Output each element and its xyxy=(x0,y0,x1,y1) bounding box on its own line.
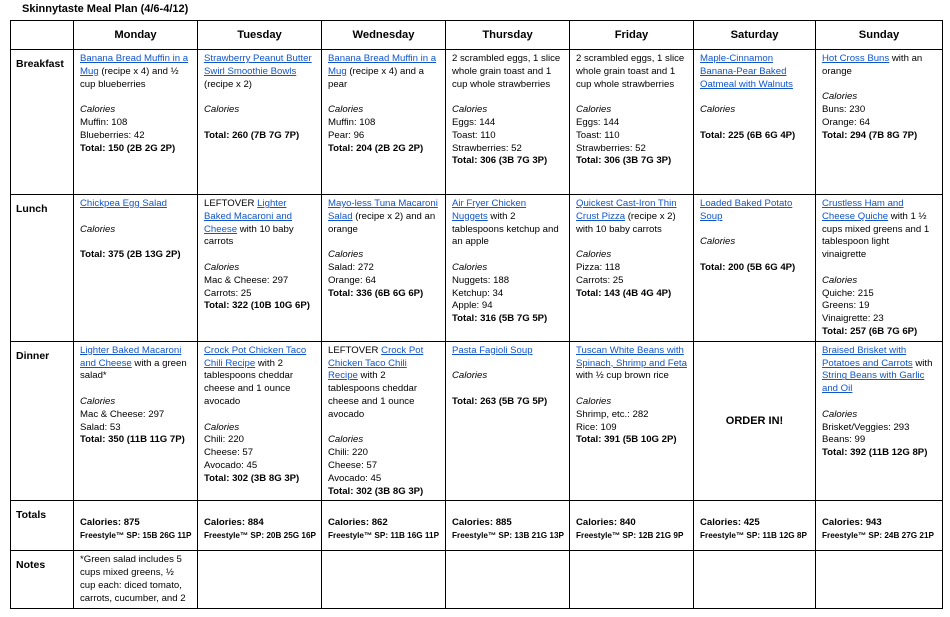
spacer xyxy=(576,236,687,249)
calories-label: Calories xyxy=(700,236,736,248)
meal-plan-table xyxy=(10,20,943,609)
meal-text: (recipe x 4) and ½ cup blueberries xyxy=(80,65,179,90)
calorie-item: Rice: 109 xyxy=(576,421,617,433)
totals-cell xyxy=(816,501,943,551)
calories-label: Calories xyxy=(204,104,240,116)
notes-cell xyxy=(446,551,570,608)
totals-cell xyxy=(694,501,816,551)
meal-cell xyxy=(694,341,816,501)
spacer xyxy=(328,91,439,104)
meal-total: Total: 143 (4B 4G 4P) xyxy=(576,287,672,299)
recipe-link[interactable]: Loaded Baked Potato Soup xyxy=(700,198,793,222)
meal-cell xyxy=(816,341,943,501)
notes-cell xyxy=(322,551,446,608)
meal-cell xyxy=(816,195,943,342)
meal-cell xyxy=(198,195,322,342)
calorie-item: Buns: 230 xyxy=(822,104,866,116)
freestyle-points: Freestyle™ SP: 15B 26G 11P xyxy=(80,531,192,541)
spacer xyxy=(700,117,809,130)
recipe-link[interactable]: Crock Pot Chicken Taco Chili Recipe xyxy=(328,344,424,382)
meal-total: Total: 392 (11B 12G 8P) xyxy=(822,447,928,459)
daily-calories: Calories: 943 xyxy=(822,517,882,529)
calorie-item: Salad: 272 xyxy=(328,261,374,273)
day-header: Monday xyxy=(74,21,198,50)
breakfast-row xyxy=(11,50,943,195)
calorie-item: Mac & Cheese: 297 xyxy=(80,408,165,420)
leftover-label: LEFTOVER xyxy=(328,344,382,356)
meal-total: Total: 391 (5B 10G 2P) xyxy=(576,434,677,446)
day-header: Wednesday xyxy=(322,21,446,50)
totals-block xyxy=(80,504,191,543)
daily-calories: Calories: 875 xyxy=(80,517,140,529)
freestyle-points: Freestyle™ SP: 13B 21G 13P xyxy=(452,531,564,541)
daily-calories: Calories: 840 xyxy=(576,517,636,529)
row-label-dinner: Dinner xyxy=(11,341,74,501)
meal-cell xyxy=(816,50,943,195)
recipe-link[interactable]: Quickest Cast-Iron Thin Crust Pizza xyxy=(576,198,677,222)
calorie-item: Eggs: 144 xyxy=(452,116,496,128)
calories-label: Calories xyxy=(576,104,612,116)
meal-text: with 2 tablespoons ketchup and an apple xyxy=(452,210,559,248)
row-label-notes: Notes xyxy=(11,551,74,608)
calories-label: Calories xyxy=(700,104,736,116)
dinner-row xyxy=(11,341,943,501)
calorie-item: Chili: 220 xyxy=(204,434,244,446)
notes-cell xyxy=(816,551,943,608)
daily-calories: Calories: 862 xyxy=(328,517,388,529)
meal-description xyxy=(80,345,191,383)
meal-cell xyxy=(198,50,322,195)
meal-description xyxy=(822,198,936,262)
totals-block xyxy=(822,504,936,543)
meal-total: Total: 306 (3B 7G 3P) xyxy=(576,155,672,167)
recipe-link[interactable]: Strawberry Peanut Butter Swirl Smoothie Bowls xyxy=(204,53,312,77)
recipe-link[interactable]: Mayo-less Tuna Macaroni Salad xyxy=(328,198,438,222)
meal-total: Total: 336 (6B 6G 6P) xyxy=(328,287,424,299)
meal-description xyxy=(576,345,687,383)
meal-text: with 2 tablespoons cheddar cheese and 1 ounce avocado xyxy=(204,357,294,407)
meal-cell xyxy=(570,50,694,195)
leftover-label: LEFTOVER xyxy=(204,198,258,209)
spacer xyxy=(452,249,563,262)
calorie-item: Nuggets: 188 xyxy=(452,274,510,286)
calorie-item: Strawberries: 52 xyxy=(452,142,522,154)
meal-total: Total: 257 (6B 7G 6P) xyxy=(822,325,918,337)
calories-label: Calories xyxy=(328,249,364,261)
meal-text: 2 scrambled eggs, 1 slice whole grain toast and 1 cup whole strawberries xyxy=(576,53,685,90)
meal-cell xyxy=(446,195,570,342)
notes-cell xyxy=(198,551,322,608)
spacer xyxy=(822,262,936,275)
meal-description xyxy=(80,53,191,91)
calorie-item: Pear: 96 xyxy=(328,129,365,141)
totals-cell xyxy=(446,501,570,551)
meal-total: Total: 350 (11B 11G 7P) xyxy=(80,434,185,446)
notes-cell xyxy=(694,551,816,608)
recipe-link[interactable]: Maple-Cinnamon Banana-Pear Baked Oatmeal with Walnuts xyxy=(700,53,793,90)
spacer xyxy=(328,236,439,249)
calorie-item: Toast: 110 xyxy=(576,129,620,141)
freestyle-points: Freestyle™ SP: 11B 12G 8P xyxy=(700,531,807,541)
meal-cell xyxy=(74,50,198,195)
spacer xyxy=(452,383,563,396)
calorie-item: Beans: 99 xyxy=(822,434,866,446)
spacer xyxy=(452,91,563,104)
meal-cell xyxy=(694,50,816,195)
meal-total: Total: 316 (5B 7G 5P) xyxy=(452,313,548,325)
meal-cell xyxy=(74,195,198,342)
calorie-item: Strawberries: 52 xyxy=(576,142,646,154)
calories-label: Calories xyxy=(80,223,116,235)
meal-total: Total: 150 (2B 2G 2P) xyxy=(80,142,176,154)
meal-description xyxy=(80,198,191,211)
meal-description xyxy=(700,198,809,224)
meal-description xyxy=(576,198,687,236)
header-row xyxy=(11,21,943,50)
calorie-item: Muffin: 108 xyxy=(80,116,128,128)
calorie-item: Shrimp, etc.: 282 xyxy=(576,408,649,420)
meal-description xyxy=(700,53,809,91)
freestyle-points: Freestyle™ SP: 24B 27G 21P xyxy=(822,531,934,541)
calorie-item: Muffin: 108 xyxy=(328,116,376,128)
lunch-row xyxy=(11,195,943,342)
meal-description xyxy=(452,345,563,358)
meal-total: Total: 225 (6B 6G 4P) xyxy=(700,129,796,141)
meal-total: Total: 200 (5B 6G 4P) xyxy=(700,261,796,273)
meal-description xyxy=(204,198,315,249)
meal-description xyxy=(576,53,687,91)
meal-cell xyxy=(322,50,446,195)
totals-cell xyxy=(322,501,446,551)
meal-total: Total: 263 (5B 7G 5P) xyxy=(452,395,548,407)
spacer xyxy=(204,409,315,422)
freestyle-points: Freestyle™ SP: 11B 16G 11P xyxy=(328,531,440,541)
meal-description xyxy=(328,53,439,91)
notes-cell xyxy=(570,551,694,608)
meal-cell xyxy=(570,341,694,501)
recipe-link[interactable]: Crock Pot Chicken Taco Chili Recipe xyxy=(204,344,307,369)
meal-cell xyxy=(322,341,446,501)
meal-text: with 2 tablespoons cheddar cheese and 1 ounce avocado xyxy=(328,370,418,420)
calorie-item: Orange: 64 xyxy=(822,116,871,128)
recipe-link[interactable]: Lighter Baked Macaroni and Cheese xyxy=(204,198,292,235)
meal-cell xyxy=(446,341,570,501)
recipe-link[interactable]: Banana Bread Muffin in a Mug xyxy=(328,53,437,77)
spacer xyxy=(576,383,687,396)
recipe-link[interactable]: Tuscan White Beans with Spinach, Shrimp and Feta xyxy=(576,344,687,369)
spacer xyxy=(822,396,936,409)
calorie-item: Pizza: 118 xyxy=(576,261,621,273)
meal-text: (recipe x 2) xyxy=(204,78,252,90)
calorie-item: Apple: 94 xyxy=(452,300,493,312)
recipe-link[interactable]: Crustless Ham and Cheese Quiche xyxy=(822,198,904,222)
meal-text: (recipe x 2) and an orange xyxy=(328,210,436,235)
totals-block xyxy=(576,504,687,543)
calorie-item: Chili: 220 xyxy=(328,447,368,459)
meal-cell xyxy=(446,50,570,195)
spacer xyxy=(204,117,315,130)
calories-label: Calories xyxy=(204,421,240,433)
day-header: Sunday xyxy=(816,21,943,50)
meal-text: with 1 ½ cups mixed greens and 1 tablespoon light vinaigrette xyxy=(822,210,930,261)
meal-text: with a green salad* xyxy=(80,357,187,382)
spacer xyxy=(700,249,809,262)
meal-description xyxy=(328,198,439,236)
meal-total: Total: 302 (3B 8G 3P) xyxy=(328,485,424,497)
calorie-item: Avocado: 45 xyxy=(204,459,258,471)
daily-calories: Calories: 884 xyxy=(204,517,264,529)
notes-row xyxy=(11,551,943,608)
totals-block xyxy=(452,504,563,543)
meal-cell xyxy=(694,195,816,342)
meal-text: with 10 baby carrots xyxy=(204,223,294,248)
totals-cell xyxy=(570,501,694,551)
meal-description xyxy=(204,345,315,409)
spacer xyxy=(80,383,191,396)
day-header: Thursday xyxy=(446,21,570,50)
calories-label: Calories xyxy=(452,370,488,382)
meal-description xyxy=(204,53,315,91)
calorie-item: Cheese: 57 xyxy=(328,459,378,471)
spacer xyxy=(80,236,191,249)
calorie-item: Avocado: 45 xyxy=(328,472,382,484)
order-in-label: ORDER IN! xyxy=(725,414,784,427)
calorie-item: Toast: 110 xyxy=(452,129,496,141)
daily-calories: Calories: 425 xyxy=(700,517,760,529)
meal-total: Total: 204 (2B 2G 2P) xyxy=(328,142,424,154)
day-header: Friday xyxy=(570,21,694,50)
calorie-item: Brisket/Veggies: 293 xyxy=(822,421,910,433)
spacer xyxy=(700,91,809,104)
calorie-item: Mac & Cheese: 297 xyxy=(204,274,289,286)
calorie-item: Orange: 64 xyxy=(328,274,377,286)
day-header: Saturday xyxy=(694,21,816,50)
spacer xyxy=(452,358,563,371)
meal-cell xyxy=(198,341,322,501)
meal-text: with an orange xyxy=(822,53,923,77)
calorie-item: Greens: 19 xyxy=(822,300,870,312)
meal-description xyxy=(328,345,439,422)
meal-text: with xyxy=(912,357,933,369)
meal-description xyxy=(452,53,563,91)
spacer xyxy=(204,91,315,104)
meal-text: (recipe x 2) with 10 baby carrots xyxy=(576,210,676,235)
recipe-link[interactable]: Air Fryer Chicken Nuggets xyxy=(452,198,527,222)
spacer xyxy=(700,224,809,237)
day-header: Tuesday xyxy=(198,21,322,50)
meal-description xyxy=(822,53,936,79)
calories-label: Calories xyxy=(822,274,858,286)
meal-total: Total: 306 (3B 7G 3P) xyxy=(452,155,548,167)
meal-cell xyxy=(322,195,446,342)
spacer xyxy=(80,91,191,104)
meal-total: Total: 375 (2B 13G 2P) xyxy=(80,249,181,261)
meal-text: (recipe x 4) and a pear xyxy=(328,65,424,90)
calories-label: Calories xyxy=(80,395,116,407)
recipe-link[interactable]: Pasta Fagioli Soup xyxy=(452,344,533,356)
meal-cell xyxy=(74,341,198,501)
daily-calories: Calories: 885 xyxy=(452,517,512,529)
totals-cell xyxy=(74,501,198,551)
totals-row xyxy=(11,501,943,551)
recipe-link[interactable]: Lighter Baked Macaroni and Cheese xyxy=(80,344,182,369)
meal-total: Total: 260 (7B 7G 7P) xyxy=(204,129,300,141)
calories-label: Calories xyxy=(576,249,612,261)
meal-text: 2 scrambled eggs, 1 slice whole grain toast and 1 cup whole strawberries xyxy=(452,53,561,90)
spacer xyxy=(328,422,439,435)
meal-total: Total: 322 (10B 10G 6P) xyxy=(204,300,310,312)
calories-label: Calories xyxy=(328,434,364,446)
totals-block xyxy=(204,504,315,543)
totals-block xyxy=(328,504,439,543)
corner-cell xyxy=(11,21,74,50)
spacer xyxy=(80,211,191,224)
calorie-item: Quiche: 215 xyxy=(822,287,874,299)
calories-label: Calories xyxy=(822,408,858,420)
freestyle-points: Freestyle™ SP: 20B 25G 16P xyxy=(204,531,316,541)
page-title: Skinnytaste Meal Plan (4/6-4/12) xyxy=(22,3,189,15)
freestyle-points: Freestyle™ SP: 12B 21G 9P xyxy=(576,531,684,541)
recipe-link[interactable]: Braised Brisket with Potatoes and Carrots xyxy=(822,344,913,369)
calories-label: Calories xyxy=(452,104,488,116)
recipe-link[interactable]: Banana Bread Muffin in a Mug xyxy=(80,53,189,77)
row-label-breakfast: Breakfast xyxy=(11,50,74,195)
calories-label: Calories xyxy=(328,104,364,116)
totals-cell xyxy=(198,501,322,551)
totals-block xyxy=(700,504,809,543)
recipe-link[interactable]: String Beans with Garlic and Oil xyxy=(822,370,925,395)
notes-cell: *Green salad includes 5 cups mixed greens, ½ cup each: diced tomato, carrots, cucumber, and 2 xyxy=(74,551,198,608)
spacer xyxy=(576,91,687,104)
meal-total: Total: 294 (7B 8G 7P) xyxy=(822,129,918,141)
row-label-totals: Totals xyxy=(11,501,74,551)
calories-label: Calories xyxy=(80,104,116,116)
spacer xyxy=(822,79,936,92)
calories-label: Calories xyxy=(576,395,612,407)
calorie-item: Ketchup: 34 xyxy=(452,287,504,299)
calorie-item: Vinaigrette: 23 xyxy=(822,313,884,325)
calorie-item: Cheese: 57 xyxy=(204,447,254,459)
meal-cell xyxy=(570,195,694,342)
calorie-item: Carrots: 25 xyxy=(204,287,252,299)
meal-description xyxy=(822,345,936,396)
calories-label: Calories xyxy=(204,261,240,273)
calorie-item: Blueberries: 42 xyxy=(80,129,145,141)
calorie-item: Eggs: 144 xyxy=(576,116,620,128)
calorie-item: Carrots: 25 xyxy=(576,274,624,286)
spacer xyxy=(204,249,315,262)
recipe-link[interactable]: Hot Cross Buns xyxy=(822,53,890,64)
meal-total: Total: 302 (3B 8G 3P) xyxy=(204,472,300,484)
calories-label: Calories xyxy=(822,91,858,103)
meal-text: with ½ cup brown rice xyxy=(576,370,669,382)
meal-description xyxy=(452,198,563,249)
recipe-link[interactable]: Chickpea Egg Salad xyxy=(80,198,167,209)
row-label-lunch: Lunch xyxy=(11,195,74,342)
calories-label: Calories xyxy=(452,261,488,273)
calorie-item: Salad: 53 xyxy=(80,421,121,433)
